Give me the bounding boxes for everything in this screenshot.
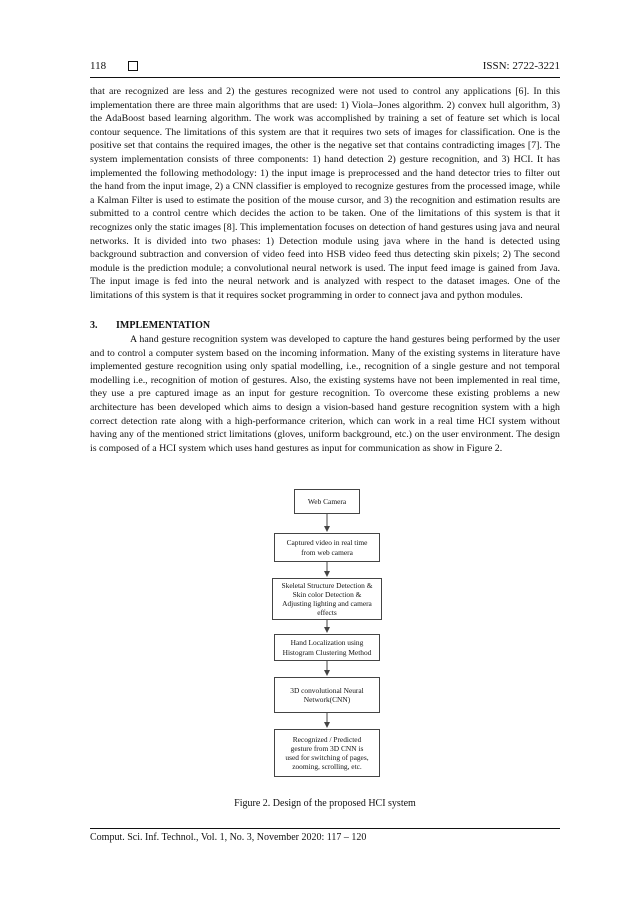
footer-rule <box>90 828 560 829</box>
flow-box-hand-localization: Hand Localization using Histogram Clustering Method <box>274 634 380 661</box>
header-rule <box>90 77 560 78</box>
figure-caption: Figure 2. Design of the proposed HCI system <box>234 798 416 809</box>
page-footer: Comput. Sci. Inf. Technol., Vol. 1, No. 3, November 2020: 117 – 120 <box>90 832 367 843</box>
figure-flowchart <box>262 487 392 782</box>
flow-box-captured-video: Captured video in real time from web camera <box>274 533 380 562</box>
flow-box-skeletal-detection: Skeletal Structure Detection & Skin color Detection & Adjusting lighting and camera effects <box>272 578 382 620</box>
section-heading <box>90 320 210 331</box>
page-header <box>90 60 560 76</box>
page-number: 118 <box>90 60 107 72</box>
body-paragraph-2: A hand gesture recognition system was developed to capture the hand gestures being performed by the user and to control a computer system based on the incoming information. Many of the existing systems in literature have implemented gesture recognition using only spatial modelling, i.e., recognition of a single gesture and not temporal modelling i.e., recognition of motion of gestures. Also, the existing systems have not been implemented in real time, they use a pre captured image as an input for gesture recognition. To overcome these existing problems a new architecture has been developed which aims to design a vision-based hand gesture recognition system with a high correct detection rate along with a high-performance criterion, which can work in a real time HCI system without having any of the mentioned strict limitations (gloves, uniform background, etc.) on the user environment. The design is composed of a HCI system which uses hand gestures as input for communication as show in Figure 2. <box>90 334 560 454</box>
body-paragraph-1: that are recognized are less and 2) the gestures recognized were not used to control any applications [6]. In this implementation there are three main algorithms that are used: 1) Viola–Jones algorithm. 2) convex hull algorithm, 3) the AdaBoost based learning algorithm. The work was accomplished by training a set of feature set which is local contour sequence. The limitations of this system are that it requires two sets of images for classification. One is the positive set that contains the required images, the other is the negative set that contains contradicting images [7]. The system implementation consists of three components: 1) hand detection 2) gesture recognition, and 3) HCI. It has implemented the following methodology: 1) the input image is preprocessed and the hand detector tries to filter out the hand from the input image, 2) a CNN classifier is employed to recognize gestures from the processed image, while a Kalman Filter is used to estimate the position of the mouse cursor, and 3) the recognition and estimation results are submitted to a control centre which decides the action to be taken. One of the limitations of this system is that it recognizes only the static images [8]. This implementation focuses on detection of hand gestures using java and neural networks. It is divided into two phases: 1) Detection module using java where in the hand is detected using background subtraction and conversion of video feed into HSB video feed thus detecting skin pixels; 2) The second module is the prediction module; a convolutional neural network is used. The input feed image is gained from Java. The input image is fed into the neural network and is analyzed with respect to the dataset images. One of the limitations of this system is that it requires socket programming in order to connect java and python modules. <box>90 86 560 301</box>
flow-box-recognized-gesture: Recognized / Predicted gesture from 3D CNN is used for switching of pages, zooming, scrolling, etc. <box>274 729 380 777</box>
flow-box-web-camera: Web Camera <box>294 489 360 514</box>
issn-label: ISSN: 2722-3221 <box>482 60 560 72</box>
section-number: 3. <box>90 320 98 331</box>
checkbox-square-icon <box>128 61 138 71</box>
section-title: IMPLEMENTATION <box>116 320 211 331</box>
flow-box-3d-cnn: 3D convolutional Neural Network(CNN) <box>274 677 380 713</box>
